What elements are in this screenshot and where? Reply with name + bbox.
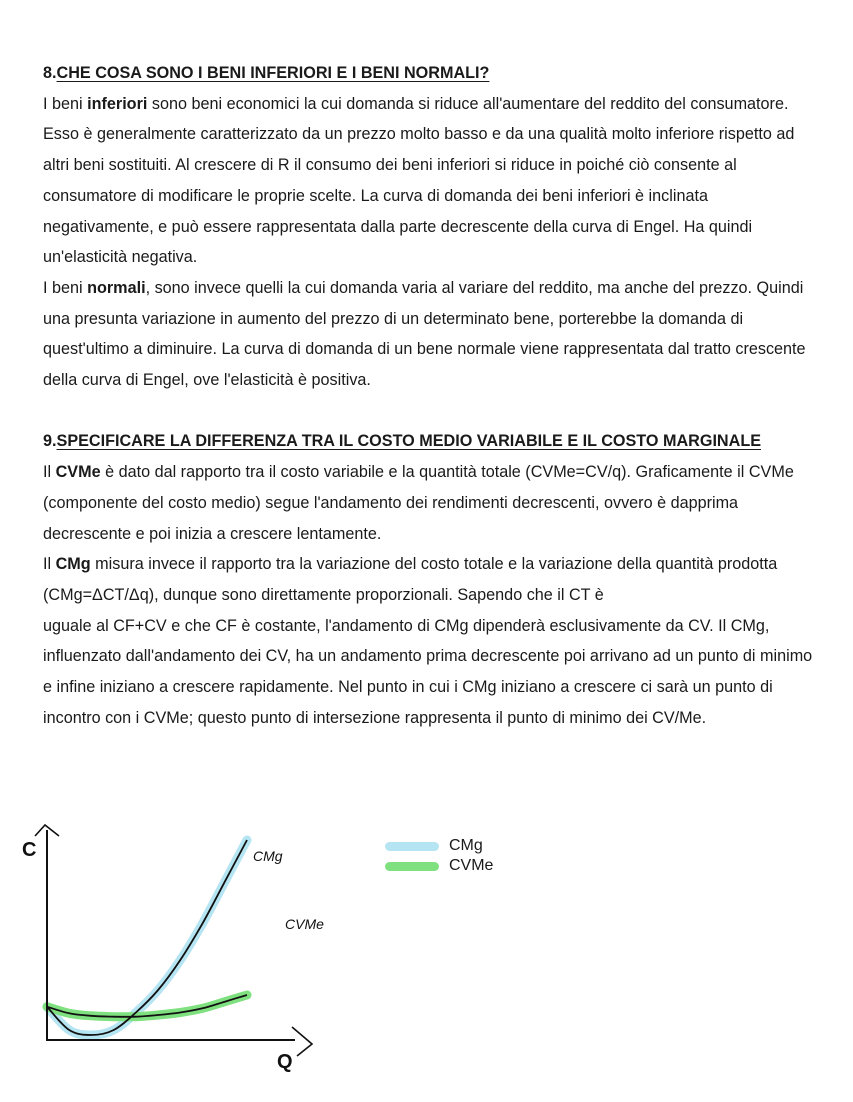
- text-run: Il CMg, influenzato dall'andamento dei CV, ha un andamento prima decrescente poi arrivano ad un punto di minimo e infine iniziano a crescere rapidamente. Nel punto in cui i CMg iniziano a crescere ci sarà un punto di incontro con i CVMe; questo punto di intersezione rappresenta il punto di minimo dei CV/Me.: [43, 616, 813, 727]
- term-inferiori: inferiori: [87, 94, 148, 113]
- text-run: è dato dal rapporto tra il costo variabile e la quantità totale (CVMe=CV/q). Graficamente il CVMe (componente del costo medio) segue l'andamento dei rendimenti decrescenti, ovvero è dapprima decrescente e poi inizia a crescere lentamente.: [43, 463, 794, 543]
- cmg-curve-label: CMg: [253, 848, 283, 864]
- section-8-title: CHE COSA SONO I BENI INFERIORI E I BENI NORMALI?: [56, 64, 490, 82]
- term-cvme: CVMe: [55, 463, 101, 482]
- section-9-number: 9.: [43, 432, 57, 451]
- term-cmg: CMg: [55, 555, 91, 574]
- x-axis-label: Q: [277, 1051, 293, 1073]
- legend-swatch-cmg: [385, 842, 439, 851]
- legend-label-cmg: CMg: [449, 837, 483, 854]
- section-9-paragraph-2: [43, 549, 823, 733]
- highlight-layer: [47, 840, 247, 1035]
- text-run: Il: [43, 463, 56, 482]
- section-9-title: SPECIFICARE LA DIFFERENZA TRA IL COSTO MEDIO VARIABILE E IL COSTO MARGINALE: [56, 432, 762, 451]
- legend-item-cmg: [385, 836, 493, 856]
- text-run: I beni: [43, 278, 88, 297]
- y-axis-label: C: [22, 839, 37, 861]
- text-run: Il: [43, 555, 56, 574]
- cvme-curve-label: CVMe: [285, 916, 324, 932]
- section-8-paragraph-1: [43, 89, 823, 273]
- text-run: I beni: [43, 94, 88, 113]
- legend-label-cvme: CVMe: [449, 857, 494, 874]
- text-run: sono beni economici la cui domanda si riduce all'aumentare del reddito del consumatore. Esso è generalmente caratterizzato da un prezzo molto basso e da una qualità molto inferiore rispetto ad altri beni sostituiti. Al crescere di R il consumo dei beni inferiori si riduce in poiché ciò consente al consumatore di modificare le proprie scelte. La curva di domanda dei beni inferiori è inclinata negativamente, e può essere rappresentata dalla parte decrescente della curva di Engel. Ha quindi un'elasticità negativa.: [43, 94, 795, 267]
- text-run: , sono invece quelli la cui domanda varia al variare del reddito, ma anche del prezzo. Quindi una presunta variazione in aumento del prezzo di un determinato bene, porterebbe la domanda di quest'ultimo a diminuire. La curva di domanda di un bene normale viene rappresentata dal tratto crescente della curva di Engel, ove l'elasticità è positiva.: [43, 278, 806, 390]
- section-9-paragraph-1: [43, 457, 823, 549]
- legend-swatch-cvme: [385, 862, 439, 871]
- spacer: [43, 396, 823, 427]
- section-8-number: 8.: [43, 64, 57, 82]
- section-8-paragraph-2: [43, 273, 823, 396]
- section-9-heading: [43, 426, 823, 457]
- cost-curves-chart: [0, 810, 380, 1090]
- text-run: misura invece il rapporto tra la variazione del costo totale e la variazione della quantità prodotta (CMg=ΔCT/Δq), dunque sono direttamente proporzionali. Sapendo che il CT è: [43, 555, 778, 604]
- x-axis-arrow-icon: [292, 1027, 312, 1056]
- document-body: [43, 58, 823, 733]
- chart-legend: [385, 836, 493, 876]
- legend-item-cvme: [385, 856, 493, 876]
- term-normali: normali: [87, 278, 146, 297]
- section-8-heading: [43, 58, 823, 89]
- text-run: uguale al CF+CV e che CF è costante, l'andamento di CMg dipenderà esclusivamente da CV.: [43, 616, 714, 635]
